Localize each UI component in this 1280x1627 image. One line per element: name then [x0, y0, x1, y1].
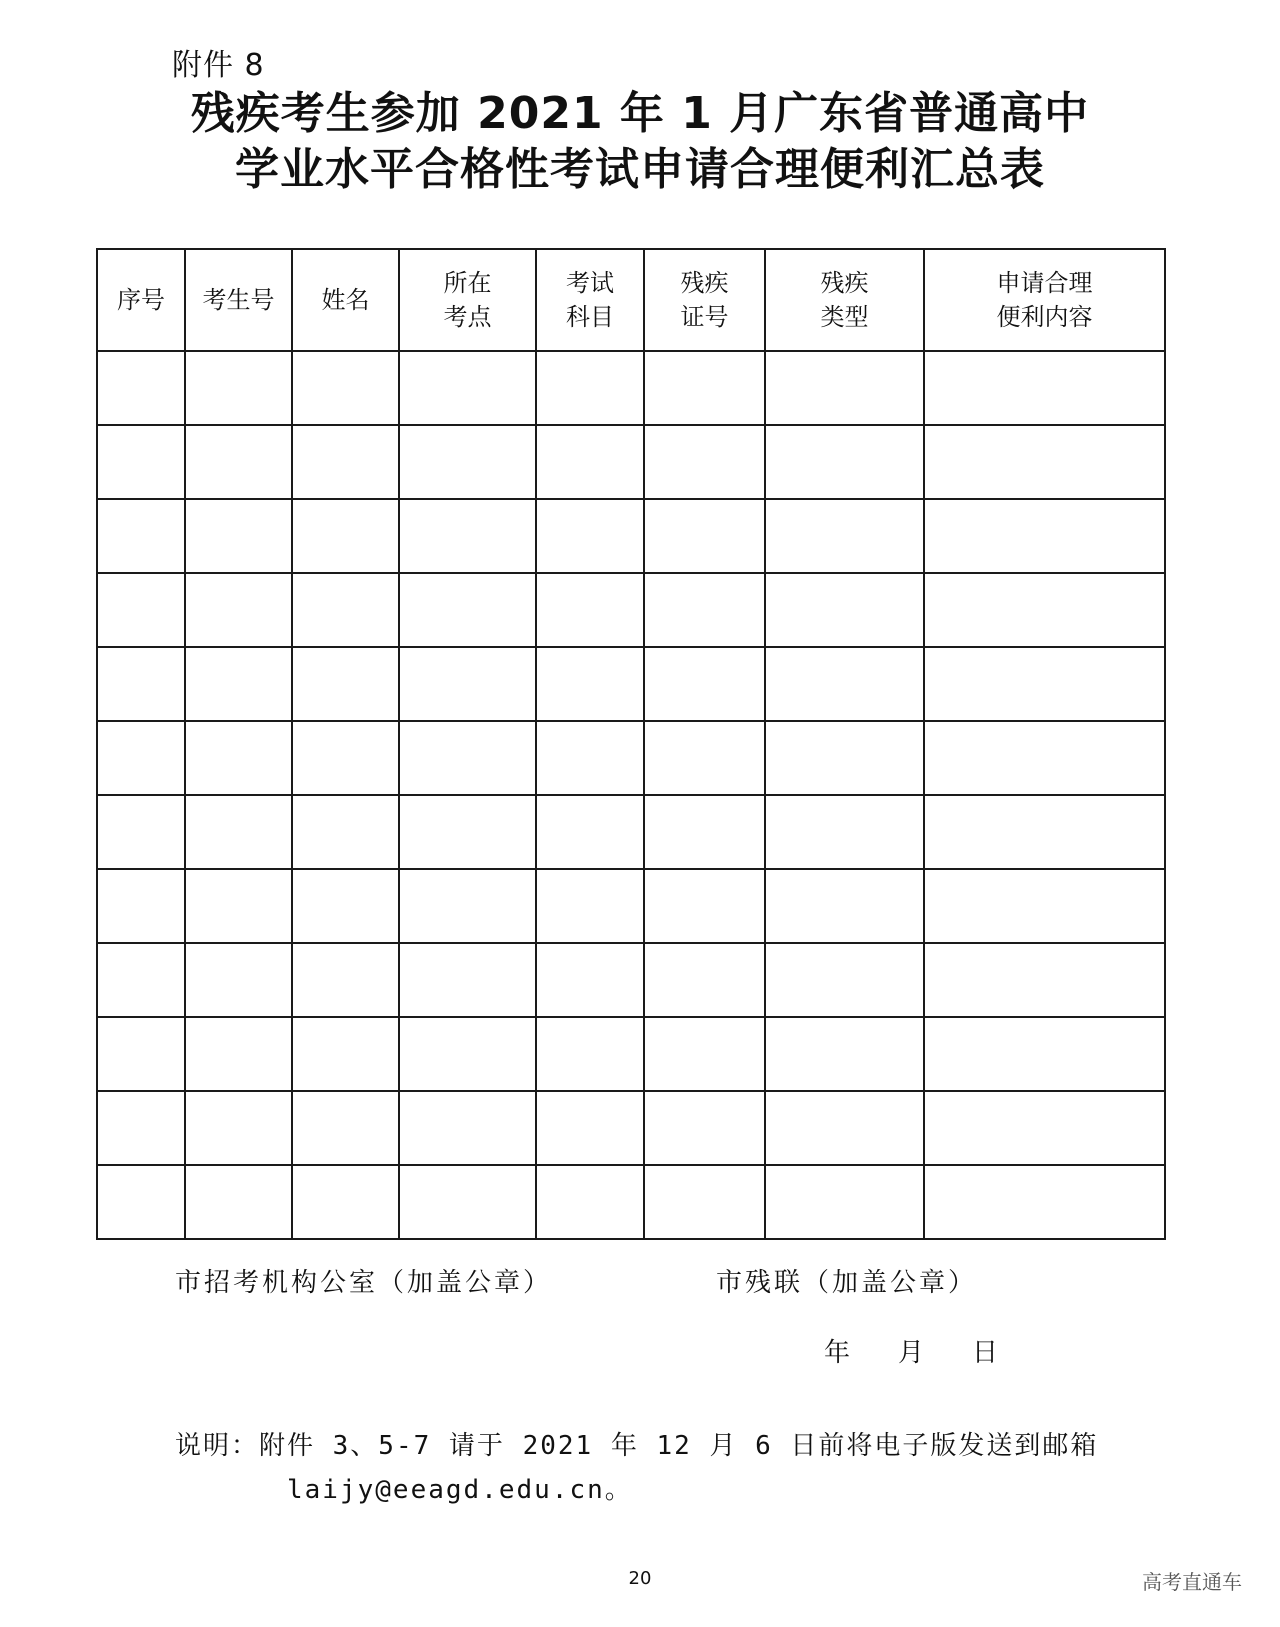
table-row — [97, 795, 1165, 869]
table-cell[interactable] — [644, 943, 765, 1017]
note-line-1: 说明：附件 3、5-7 请于 2021 年 12 月 6 日前将电子版发送到邮箱 — [175, 1431, 1099, 1461]
table-row — [97, 1165, 1165, 1239]
table-cell[interactable] — [399, 1165, 536, 1239]
table-cell[interactable] — [292, 721, 399, 795]
table-cell[interactable] — [97, 721, 185, 795]
table-cell[interactable] — [536, 721, 644, 795]
table-cell[interactable] — [399, 425, 536, 499]
table-cell[interactable] — [924, 647, 1165, 721]
header-exam-subject: 考试 科目 — [536, 249, 644, 351]
table-cell[interactable] — [924, 721, 1165, 795]
attachment-label: 附件 8 — [172, 48, 265, 83]
table-cell[interactable] — [765, 869, 924, 943]
table-cell[interactable] — [536, 943, 644, 1017]
table-cell[interactable] — [536, 647, 644, 721]
page-title — [0, 86, 1280, 198]
table-row — [97, 721, 1165, 795]
table-cell[interactable] — [292, 499, 399, 573]
table-cell[interactable] — [399, 351, 536, 425]
table-cell[interactable] — [185, 721, 292, 795]
table-cell[interactable] — [924, 573, 1165, 647]
table-cell[interactable] — [924, 499, 1165, 573]
table-cell[interactable] — [644, 351, 765, 425]
table-cell[interactable] — [924, 351, 1165, 425]
table-cell[interactable] — [292, 1165, 399, 1239]
table-cell[interactable] — [185, 351, 292, 425]
table-cell[interactable] — [292, 425, 399, 499]
table-cell[interactable] — [765, 1165, 924, 1239]
table-cell[interactable] — [765, 943, 924, 1017]
table-row — [97, 1091, 1165, 1165]
header-name: 姓名 — [292, 249, 399, 351]
header-index: 序号 — [97, 249, 185, 351]
date-line — [824, 1332, 998, 1369]
table-cell[interactable] — [185, 1165, 292, 1239]
table-cell[interactable] — [924, 1091, 1165, 1165]
table-cell[interactable] — [399, 869, 536, 943]
table-cell[interactable] — [536, 425, 644, 499]
table-cell[interactable] — [185, 795, 292, 869]
table-cell[interactable] — [292, 351, 399, 425]
table-cell[interactable] — [185, 647, 292, 721]
table-cell[interactable] — [292, 943, 399, 1017]
table-cell[interactable] — [644, 425, 765, 499]
table-cell[interactable] — [399, 795, 536, 869]
table-cell[interactable] — [644, 869, 765, 943]
table-cell[interactable] — [97, 351, 185, 425]
table-cell[interactable] — [399, 647, 536, 721]
summary-table — [96, 248, 1166, 1240]
table-row — [97, 573, 1165, 647]
table-cell[interactable] — [185, 425, 292, 499]
table-cell[interactable] — [97, 499, 185, 573]
table-cell[interactable] — [536, 1091, 644, 1165]
table-cell[interactable] — [924, 869, 1165, 943]
table-cell[interactable] — [185, 1017, 292, 1091]
table-cell[interactable] — [924, 943, 1165, 1017]
table-cell[interactable] — [765, 721, 924, 795]
signature-exam-office: 市招考机构公室（加盖公章） — [175, 1268, 553, 1298]
table-cell[interactable] — [399, 1017, 536, 1091]
table-cell[interactable] — [185, 499, 292, 573]
table-header-row — [97, 249, 1165, 351]
table-cell[interactable] — [644, 573, 765, 647]
table-cell[interactable] — [97, 425, 185, 499]
table-cell[interactable] — [924, 1165, 1165, 1239]
table-row — [97, 425, 1165, 499]
table-cell[interactable] — [97, 943, 185, 1017]
table-cell[interactable] — [644, 1165, 765, 1239]
header-disability-cert: 残疾 证号 — [644, 249, 765, 351]
table-cell[interactable] — [536, 1165, 644, 1239]
table-cell[interactable] — [97, 1091, 185, 1165]
header-exam-site: 所在 考点 — [399, 249, 536, 351]
header-disability-type: 残疾 类型 — [765, 249, 924, 351]
table-row — [97, 943, 1165, 1017]
page-number: 20 — [628, 1568, 652, 1589]
note — [175, 1424, 1098, 1512]
table-cell[interactable] — [924, 795, 1165, 869]
watermark: 高考直通车 — [1142, 1570, 1242, 1594]
table-cell[interactable] — [97, 795, 185, 869]
table-cell[interactable] — [292, 647, 399, 721]
table-cell[interactable] — [644, 647, 765, 721]
signature-disabled-federation: 市残联（加盖公章） — [716, 1268, 978, 1298]
table-row — [97, 351, 1165, 425]
table-cell[interactable] — [292, 573, 399, 647]
table-cell[interactable] — [399, 573, 536, 647]
table-cell[interactable] — [644, 499, 765, 573]
table-cell[interactable] — [399, 943, 536, 1017]
table-cell[interactable] — [97, 1017, 185, 1091]
table-cell[interactable] — [292, 1017, 399, 1091]
table-cell[interactable] — [399, 1091, 536, 1165]
table-row — [97, 499, 1165, 573]
table-cell[interactable] — [765, 1091, 924, 1165]
table-body — [97, 351, 1165, 1239]
table-cell[interactable] — [536, 795, 644, 869]
table-row — [97, 1017, 1165, 1091]
table-cell[interactable] — [292, 795, 399, 869]
table-cell[interactable] — [644, 795, 765, 869]
table-cell[interactable] — [292, 1091, 399, 1165]
table-cell[interactable] — [536, 573, 644, 647]
table-cell[interactable] — [536, 499, 644, 573]
table-cell[interactable] — [292, 869, 399, 943]
table-cell[interactable] — [97, 573, 185, 647]
table-cell[interactable] — [765, 351, 924, 425]
table-cell[interactable] — [97, 869, 185, 943]
title-line-2: 学业水平合格性考试申请合理便利汇总表 — [235, 144, 1045, 195]
table-cell[interactable] — [399, 499, 536, 573]
table-cell[interactable] — [185, 943, 292, 1017]
table-cell[interactable] — [536, 351, 644, 425]
table-cell[interactable] — [765, 573, 924, 647]
table-cell[interactable] — [185, 1091, 292, 1165]
table-cell[interactable] — [97, 1165, 185, 1239]
table-cell[interactable] — [765, 1017, 924, 1091]
table-cell[interactable] — [185, 573, 292, 647]
table-cell[interactable] — [924, 1017, 1165, 1091]
table-row — [97, 647, 1165, 721]
title-line-1: 残疾考生参加 2021 年 1 月广东省普通高中 — [190, 88, 1090, 139]
table-row — [97, 869, 1165, 943]
table-cell[interactable] — [97, 647, 185, 721]
table-cell[interactable] — [536, 1017, 644, 1091]
date-month: 月 — [898, 1338, 925, 1368]
table-cell[interactable] — [924, 425, 1165, 499]
table-cell[interactable] — [644, 1091, 765, 1165]
date-year: 年 — [824, 1338, 851, 1368]
note-email: laijy@eeagd.edu.cn。 — [287, 1475, 633, 1505]
table-cell[interactable] — [185, 869, 292, 943]
table-cell[interactable] — [765, 425, 924, 499]
table-cell[interactable] — [536, 869, 644, 943]
header-accommodation: 申请合理 便利内容 — [924, 249, 1165, 351]
header-candidate-number: 考生号 — [185, 249, 292, 351]
table-cell[interactable] — [765, 647, 924, 721]
date-day: 日 — [972, 1338, 999, 1368]
table-cell[interactable] — [765, 795, 924, 869]
table-cell[interactable] — [644, 1017, 765, 1091]
table-cell[interactable] — [644, 721, 765, 795]
table-cell[interactable] — [765, 499, 924, 573]
table-cell[interactable] — [399, 721, 536, 795]
